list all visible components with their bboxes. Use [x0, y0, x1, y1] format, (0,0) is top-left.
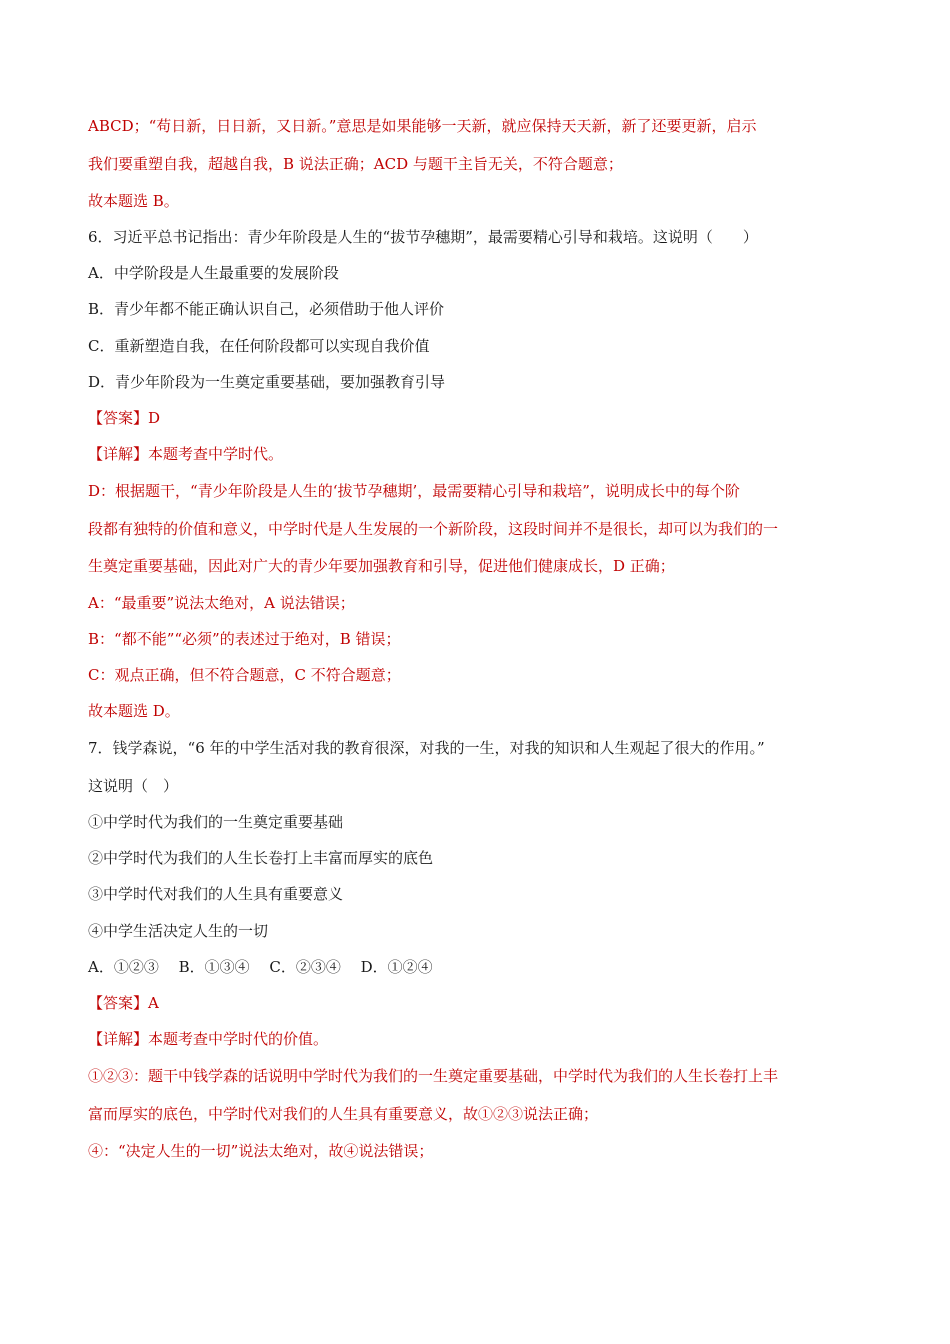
q6-conclusion: 故本题选 D。	[88, 702, 180, 720]
q6-option-b: B．青少年都不能正确认识自己，必须借助于他人评价	[88, 300, 445, 318]
q6-stem: 6．习近平总书记指出：青少年阶段是人生的“拔节孕穗期”，最需要精心引导和栽培。这说明（ ）	[88, 228, 758, 246]
answer-tag: 【答案】	[88, 409, 149, 427]
q6-explanation-line: C：观点正确，但不符合题意，C 不符合题意；	[88, 666, 401, 684]
q6-option-a: A．中学阶段是人生最重要的发展阶段	[88, 264, 339, 282]
q6-explanation-line: D：根据题干，“青少年阶段是人生的‘拔节孕穗期’，最需要精心引导和栽培”，说明成长中的每个阶	[88, 482, 740, 500]
q7-choices: A．①②③ B．①③④ C．②③④ D．①②④	[88, 958, 433, 976]
q6-option-d: D．青少年阶段为一生奠定重要基础，要加强教育引导	[88, 373, 446, 391]
answer-tag: 【答案】	[88, 994, 149, 1012]
prev-explanation-line-1: ABCD；“苟日新，日日新，又日新。”意思是如果能够一天新，就应保持天天新，新了还要更新，启示	[88, 117, 757, 135]
detail-intro: 本题考查中学时代的价值。	[148, 1030, 329, 1048]
q6-explanation-line: 生奠定重要基础，因此对广大的青少年要加强教育和引导，促进他们健康成长，D 正确；	[88, 557, 675, 575]
q7-explanation-line: 富而厚实的底色，中学时代对我们的人生具有重要意义，故①②③说法正确；	[88, 1105, 599, 1123]
q7-answer	[88, 993, 159, 1013]
q6-explanation-line: 段都有独特的价值和意义，中学时代是人生发展的一个新阶段，这段时间并不是很长，却可以为我们的一	[88, 520, 779, 538]
q6-explanation-line: B：“都不能”“必须”的表述过于绝对，B 错误；	[88, 630, 401, 648]
detail-tag: 【详解】	[88, 1030, 149, 1048]
q6-explanation-line: A：“最重要”说法太绝对，A 说法错误；	[88, 594, 355, 612]
q6-answer	[88, 408, 160, 428]
prev-conclusion: 故本题选 B。	[88, 192, 179, 210]
detail-tag: 【详解】	[88, 445, 149, 463]
q7-stem-line-1: 7．钱学森说，“6 年的中学生活对我的教育很深，对我的一生，对我的知识和人生观起了很大的作用。”	[88, 739, 765, 757]
q7-statement-1: ①中学时代为我们的一生奠定重要基础	[88, 813, 344, 831]
q7-statement-3: ③中学时代对我们的人生具有重要意义	[88, 885, 344, 903]
prev-explanation-line-2: 我们要重塑自我，超越自我，B 说法正确；ACD 与题干主旨无关，不符合题意；	[88, 155, 623, 173]
q6-option-c: C．重新塑造自我，在任何阶段都可以实现自我价值	[88, 337, 430, 355]
detail-intro: 本题考查中学时代。	[148, 445, 284, 463]
q7-explanation-line: ①②③：题干中钱学森的话说明中学时代为我们的一生奠定重要基础，中学时代为我们的人生长卷打上丰	[88, 1067, 779, 1085]
answer-value: A	[148, 994, 159, 1012]
q7-statement-2: ②中学时代为我们的人生长卷打上丰富而厚实的底色	[88, 849, 434, 867]
q6-detail	[88, 444, 283, 464]
q7-explanation-line: ④：“决定人生的一切”说法太绝对，故④说法错误；	[88, 1142, 434, 1160]
q7-statement-4: ④中学生活决定人生的一切	[88, 922, 269, 940]
q7-stem-line-2: 这说明（ ）	[88, 777, 179, 795]
q7-detail	[88, 1029, 328, 1049]
answer-value: D	[148, 409, 161, 427]
